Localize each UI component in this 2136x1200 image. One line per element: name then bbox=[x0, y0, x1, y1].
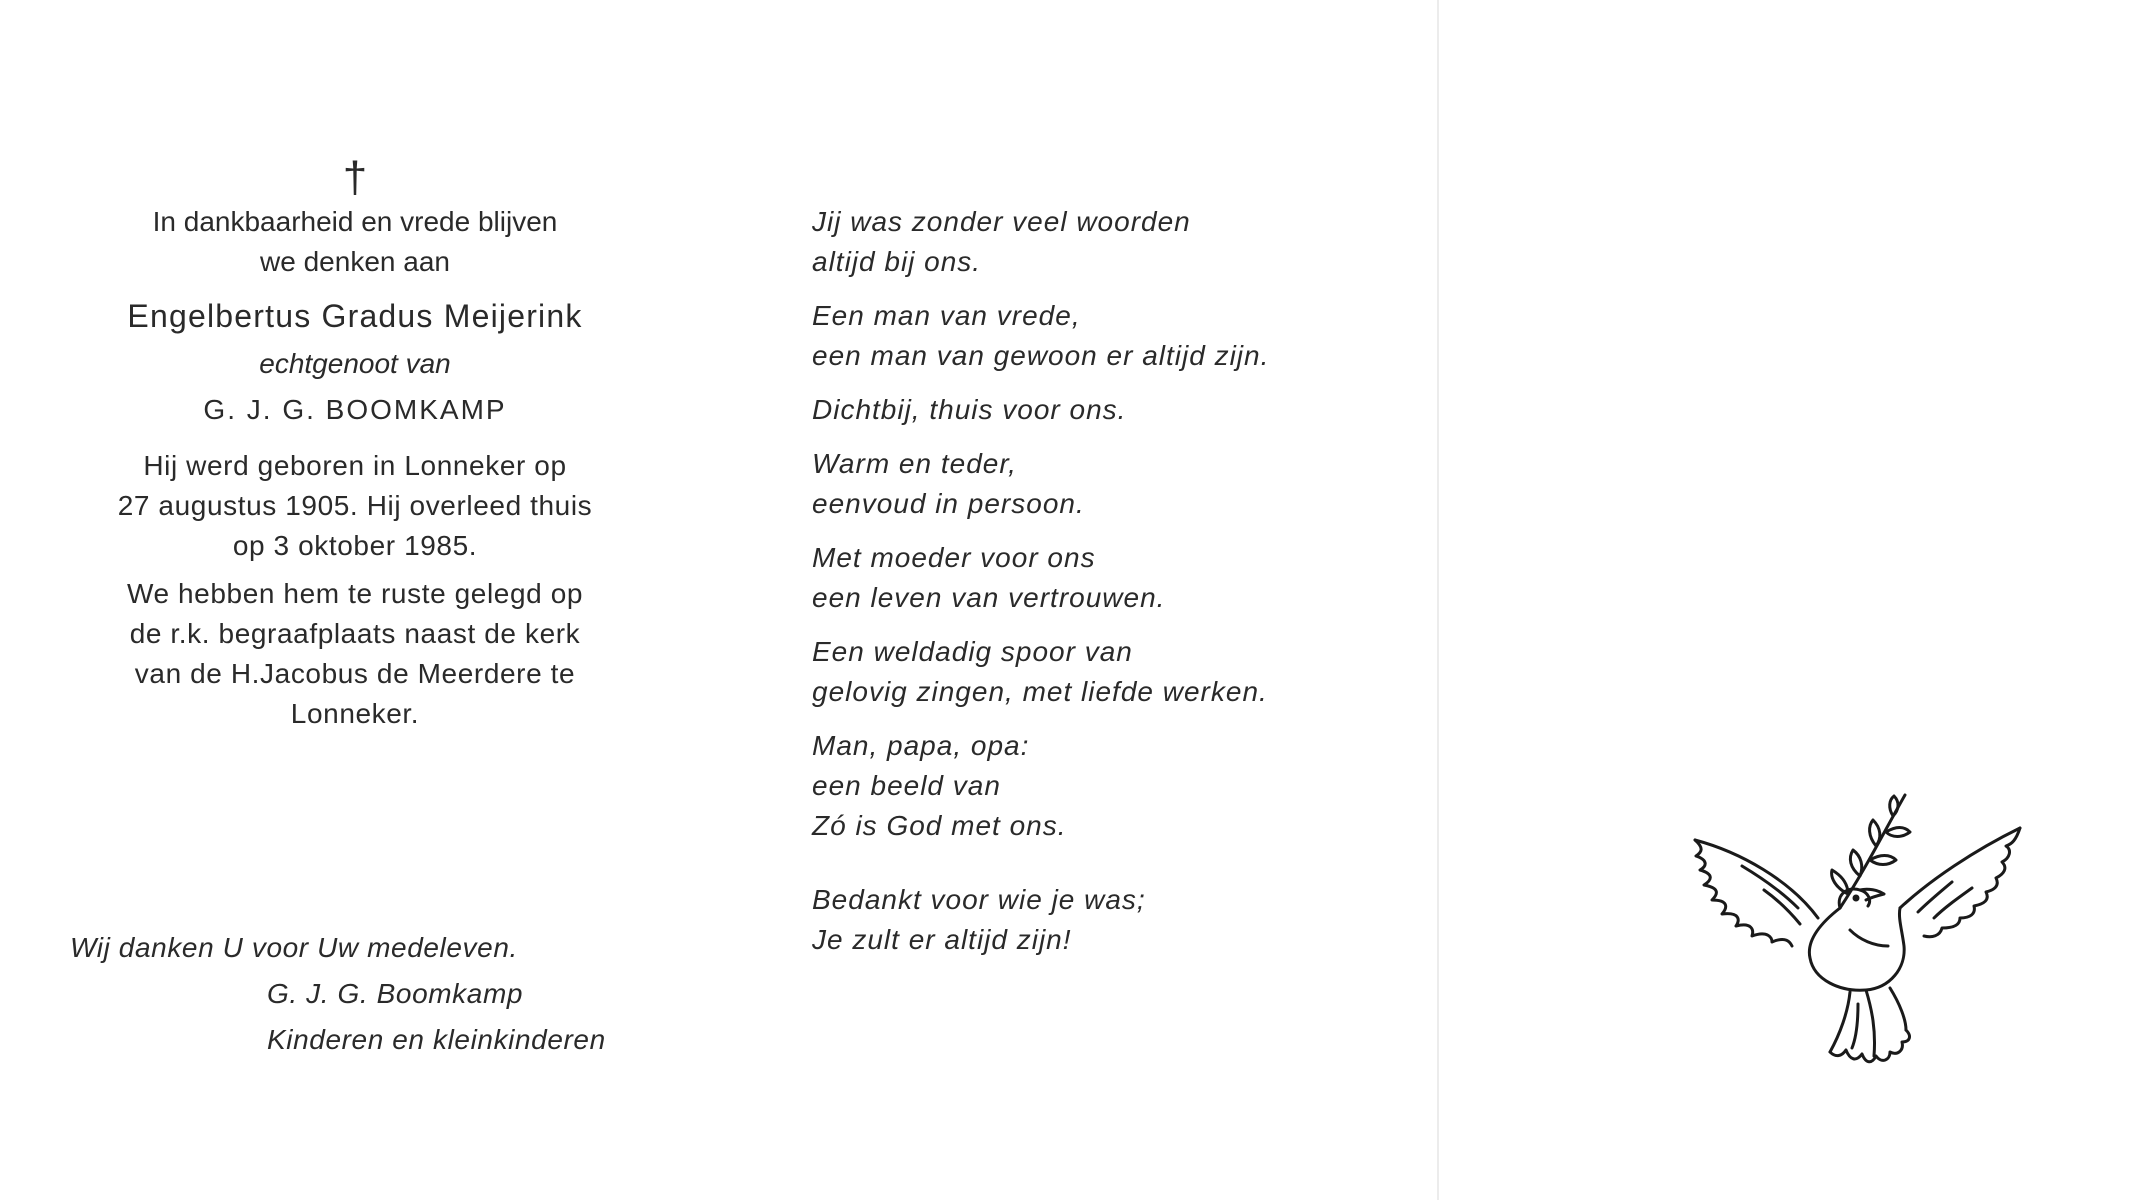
bio-line-3: op 3 oktober 1985. bbox=[232, 530, 478, 561]
bio-line-1: Hij werd geboren in Lonneker op bbox=[143, 450, 567, 481]
burial-line-2: de r.k. begraafplaats naast de kerk bbox=[129, 618, 581, 649]
signer-1: G. J. G. Boomkamp bbox=[267, 978, 524, 1009]
burial-line-4: Lonneker. bbox=[290, 698, 420, 729]
poem-stanza bbox=[812, 538, 1372, 618]
intro-line-2: we denken aan bbox=[260, 246, 450, 277]
poem-stanza bbox=[812, 632, 1372, 712]
intro-line-1: In dankbaarheid en vrede blijven bbox=[152, 206, 558, 237]
poem-line: gelovig zingen, met liefde werken. bbox=[812, 676, 1268, 707]
poem-line: Je zult er altijd zijn! bbox=[812, 924, 1072, 955]
dove-with-olive-branch-icon bbox=[1690, 790, 2030, 1070]
poem-stanza bbox=[812, 880, 1372, 960]
relation-text: echtgenoot van bbox=[259, 348, 451, 379]
thanks-line: Wij danken U voor Uw medeleven. bbox=[70, 932, 518, 963]
poem-stanza bbox=[812, 444, 1372, 524]
poem-line: Bedankt voor wie je was; bbox=[812, 884, 1146, 915]
poem-line: een man van gewoon er altijd zijn. bbox=[812, 340, 1270, 371]
poem-stanza bbox=[812, 202, 1372, 282]
deceased-name: Engelbertus Gradus Meijerink bbox=[127, 298, 583, 334]
poem-line: een leven van vertrouwen. bbox=[812, 582, 1166, 613]
cross-icon: † bbox=[342, 153, 368, 202]
signer-2: Kinderen en kleinkinderen bbox=[267, 1024, 606, 1055]
burial-line-3: van de H.Jacobus de Meerdere te bbox=[134, 658, 576, 689]
poem-line: Zó is God met ons. bbox=[812, 810, 1067, 841]
thanks-block bbox=[70, 925, 690, 1063]
bio-line-2: 27 augustus 1905. Hij overleed thuis bbox=[117, 490, 593, 521]
spouse-name: G. J. G. BOOMKAMP bbox=[203, 394, 507, 425]
poem-line: altijd bij ons. bbox=[812, 246, 982, 277]
poem-line: Man, papa, opa: bbox=[812, 730, 1030, 761]
poem-stanza bbox=[812, 390, 1372, 430]
poem-stanza bbox=[812, 726, 1372, 846]
poem-line: eenvoud in persoon. bbox=[812, 488, 1085, 519]
poem-line: Dichtbij, thuis voor ons. bbox=[812, 394, 1127, 425]
obituary-text bbox=[55, 150, 655, 734]
poem-line: Jij was zonder veel woorden bbox=[812, 206, 1191, 237]
burial-line-1: We hebben hem te ruste gelegd op bbox=[126, 578, 584, 609]
poem-line: Een man van vrede, bbox=[812, 300, 1081, 331]
fold-line bbox=[1437, 0, 1439, 1200]
poem-stanza bbox=[812, 296, 1372, 376]
poem bbox=[812, 202, 1372, 974]
poem-line: Een weldadig spoor van bbox=[812, 636, 1133, 667]
poem-line: Met moeder voor ons bbox=[812, 542, 1096, 573]
poem-line: een beeld van bbox=[812, 770, 1001, 801]
poem-line: Warm en teder, bbox=[812, 448, 1017, 479]
